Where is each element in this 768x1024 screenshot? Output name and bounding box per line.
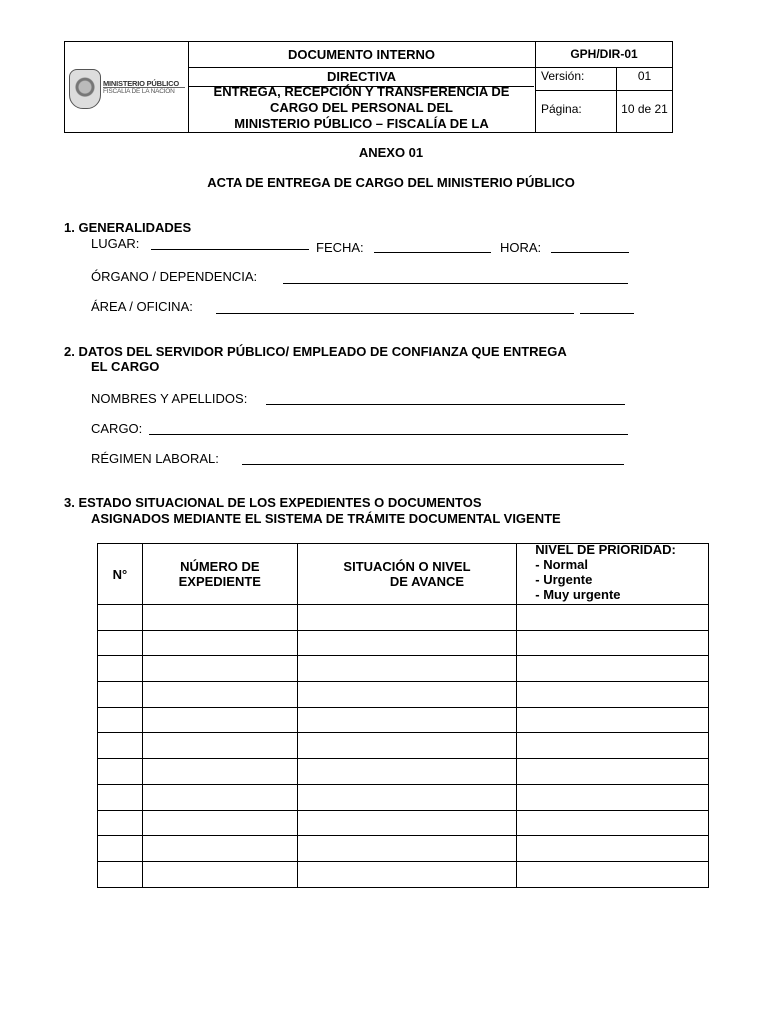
- hora-field[interactable]: [551, 252, 629, 253]
- cell-n[interactable]: [98, 605, 143, 631]
- divider: [535, 90, 672, 91]
- section-2-title-line2: EL CARGO: [91, 359, 160, 374]
- cell-expediente[interactable]: [142, 759, 297, 785]
- area-field[interactable]: [216, 313, 574, 314]
- section-3-title-line2: ASIGNADOS MEDIANTE EL SISTEMA DE TRÁMITE DOCUMENTAL VIGENTE: [91, 511, 561, 526]
- version-value: 01: [637, 69, 652, 83]
- cell-situacion[interactable]: [297, 682, 517, 708]
- cell-prioridad[interactable]: [517, 630, 709, 656]
- version-label: Versión:: [541, 69, 585, 83]
- doc-title-line2: CARGO DEL PERSONAL DEL: [270, 100, 453, 115]
- cell-prioridad[interactable]: [517, 656, 709, 682]
- cell-prioridad[interactable]: [517, 759, 709, 785]
- section-1-title: 1. GENERALIDADES: [64, 220, 192, 235]
- table-row: [98, 784, 709, 810]
- cell-expediente[interactable]: [142, 733, 297, 759]
- cell-n[interactable]: [98, 810, 143, 836]
- area-label: ÁREA / OFICINA:: [91, 299, 193, 314]
- cell-expediente[interactable]: [142, 707, 297, 733]
- cargo-field[interactable]: [149, 434, 628, 435]
- cell-expediente[interactable]: [142, 656, 297, 682]
- logo-subtitle: FISCALÍA DE LA NACIÓN: [103, 88, 175, 95]
- table-row: [98, 861, 709, 887]
- hora-label: HORA:: [500, 240, 542, 255]
- cell-situacion[interactable]: [297, 759, 517, 785]
- ministerio-publico-logo: [69, 67, 187, 111]
- cell-prioridad[interactable]: [517, 861, 709, 887]
- cell-expediente[interactable]: [142, 784, 297, 810]
- cell-situacion[interactable]: [297, 707, 517, 733]
- logo-name: MINISTERIO PÚBLICO: [103, 79, 179, 88]
- cell-situacion[interactable]: [297, 861, 517, 887]
- col-prioridad-header: [517, 544, 709, 605]
- doc-title-line3: MINISTERIO PÚBLICO – FISCALÍA DE LA: [234, 116, 489, 131]
- cell-situacion[interactable]: [297, 784, 517, 810]
- regimen-label: RÉGIMEN LABORAL:: [91, 451, 219, 466]
- crest-icon: [69, 69, 101, 109]
- cell-prioridad[interactable]: [517, 605, 709, 631]
- cell-expediente[interactable]: [142, 605, 297, 631]
- cargo-label: CARGO:: [91, 421, 143, 436]
- cell-expediente[interactable]: [142, 630, 297, 656]
- organo-label: ÓRGANO / DEPENDENCIA:: [91, 269, 258, 284]
- cell-situacion[interactable]: [297, 733, 517, 759]
- cell-situacion[interactable]: [297, 836, 517, 862]
- expedientes-table: [97, 543, 709, 888]
- table-row: [98, 630, 709, 656]
- cell-n[interactable]: [98, 733, 143, 759]
- cell-expediente[interactable]: [142, 810, 297, 836]
- doc-code: GPH/DIR-01: [570, 47, 638, 61]
- table-header-row: [98, 544, 709, 605]
- divider: [188, 67, 672, 68]
- table-row: [98, 733, 709, 759]
- cell-n[interactable]: [98, 656, 143, 682]
- col-expediente-label-1: NÚMERO DE: [180, 559, 260, 574]
- cell-n[interactable]: [98, 630, 143, 656]
- annex-title: ANEXO 01: [358, 145, 424, 160]
- cell-prioridad[interactable]: [517, 707, 709, 733]
- page-label: Página:: [541, 102, 582, 116]
- cell-expediente[interactable]: [142, 682, 297, 708]
- col-prioridad-option-normal: - Normal: [535, 557, 589, 572]
- table-row: [98, 836, 709, 862]
- cell-situacion[interactable]: [297, 605, 517, 631]
- col-n-header: [98, 544, 143, 605]
- table-row: [98, 810, 709, 836]
- col-situacion-label-2: DE AVANCE: [389, 574, 465, 589]
- act-title: ACTA DE ENTREGA DE CARGO DEL MINISTERIO PÚBLICO: [207, 175, 575, 190]
- doc-title-line1: ENTREGA, RECEPCIÓN Y TRANSFERENCIA DE: [213, 84, 510, 99]
- col-prioridad-option-muy-urgente: - Muy urgente: [535, 587, 621, 602]
- cell-n[interactable]: [98, 707, 143, 733]
- section-2-title-line1: 2. DATOS DEL SERVIDOR PÚBLICO/ EMPLEADO DE CONFIANZA QUE ENTREGA: [64, 344, 567, 359]
- cell-n[interactable]: [98, 759, 143, 785]
- col-situacion-label-1: SITUACIÓN O NIVEL: [343, 559, 471, 574]
- nombres-label: NOMBRES Y APELLIDOS:: [91, 391, 248, 406]
- page-value: 10 de 21: [621, 102, 668, 116]
- cell-expediente[interactable]: [142, 861, 297, 887]
- col-expediente-label-2: EXPEDIENTE: [178, 574, 261, 589]
- area-field-extra[interactable]: [580, 313, 634, 314]
- cell-n[interactable]: [98, 836, 143, 862]
- cell-prioridad[interactable]: [517, 836, 709, 862]
- cell-n[interactable]: [98, 682, 143, 708]
- doc-type: DOCUMENTO INTERNO: [287, 47, 436, 62]
- cell-n[interactable]: [98, 861, 143, 887]
- cell-expediente[interactable]: [142, 836, 297, 862]
- nombres-field[interactable]: [266, 404, 625, 405]
- document-header: [64, 41, 673, 133]
- cell-prioridad[interactable]: [517, 733, 709, 759]
- regimen-field[interactable]: [242, 464, 624, 465]
- lugar-field[interactable]: [151, 249, 309, 250]
- col-prioridad-option-urgente: - Urgente: [535, 572, 593, 587]
- col-situacion-header: [297, 544, 517, 605]
- table-row: [98, 656, 709, 682]
- col-expediente-header: [142, 544, 297, 605]
- col-prioridad-label-1: NIVEL DE PRIORIDAD:: [535, 542, 676, 557]
- cell-prioridad[interactable]: [517, 682, 709, 708]
- cell-situacion[interactable]: [297, 630, 517, 656]
- lugar-label: LUGAR:: [91, 236, 140, 251]
- cell-prioridad[interactable]: [517, 784, 709, 810]
- table-row: [98, 759, 709, 785]
- cell-prioridad[interactable]: [517, 810, 709, 836]
- cell-situacion[interactable]: [297, 656, 517, 682]
- col-n-label: N°: [112, 566, 128, 582]
- cell-n[interactable]: [98, 784, 143, 810]
- doc-kind: DIRECTIVA: [326, 69, 397, 84]
- table-row: [98, 707, 709, 733]
- fecha-field[interactable]: [374, 252, 491, 253]
- section-3-title-line1: 3. ESTADO SITUACIONAL DE LOS EXPEDIENTES O DOCUMENTOS: [64, 495, 482, 510]
- fecha-label: FECHA:: [316, 240, 364, 255]
- organo-field[interactable]: [283, 283, 628, 284]
- cell-situacion[interactable]: [297, 810, 517, 836]
- table-row: [98, 682, 709, 708]
- table-row: [98, 605, 709, 631]
